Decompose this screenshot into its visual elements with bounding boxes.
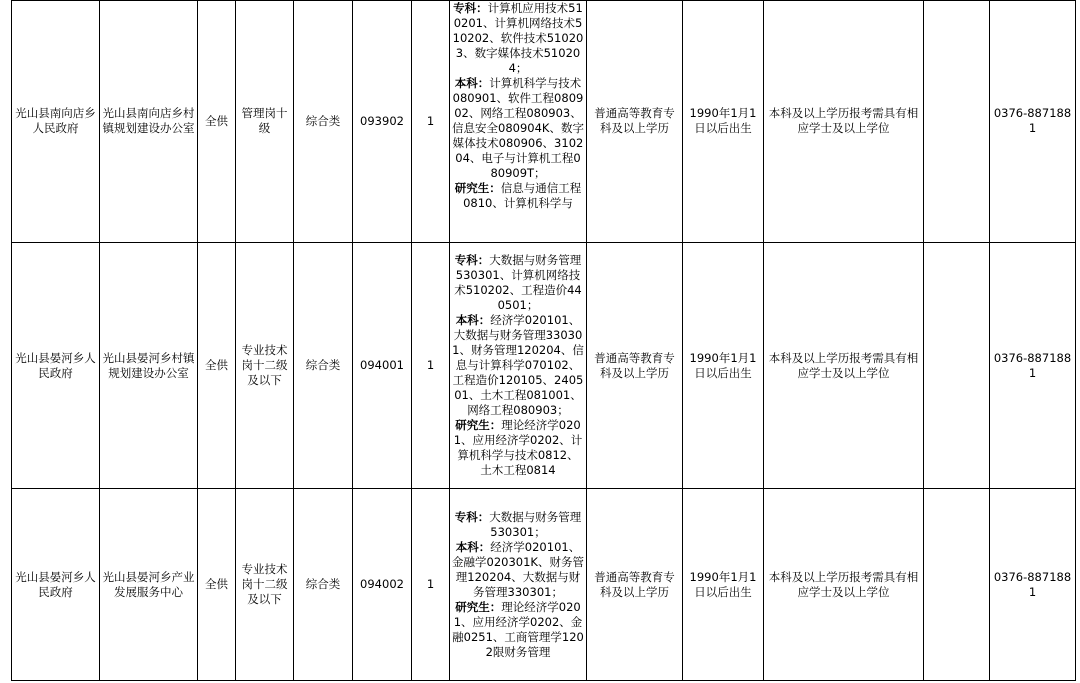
major-bachelor-text: 经济学020101、金融学020301K、财务管理120204、大数据与财务管理330301； xyxy=(452,539,584,599)
other-requirements-cell: 本科及以上学历报考需具有相应学士及以上学位 xyxy=(764,242,924,489)
major-bachelor-label: 本科： xyxy=(454,76,490,90)
other-requirements-cell: 本科及以上学历报考需具有相应学士及以上学位 xyxy=(764,489,924,681)
note-cell xyxy=(924,1,990,243)
employer-cell: 光山县晏河乡人民政府 xyxy=(12,242,100,489)
major-junior-text: 大数据与财务管理530301、计算机网络技术510202、工程造价440501； xyxy=(454,253,582,313)
major-bachelor-label: 本科： xyxy=(455,539,491,554)
major-requirements-cell xyxy=(450,242,587,489)
employer-cell: 光山县南向店乡人民政府 xyxy=(12,1,100,243)
table-row xyxy=(12,1,1076,243)
post-code-cell: 094001 xyxy=(353,242,412,489)
note-cell xyxy=(924,489,990,681)
note-cell xyxy=(924,242,990,489)
phone-cell: 0376-8871881 xyxy=(990,489,1076,681)
age-cell: 1990年1月1日以后出生 xyxy=(683,1,764,243)
post-category-cell: 综合类 xyxy=(294,242,353,489)
table-row xyxy=(12,489,1076,681)
major-graduate-text: 理论经济学0201、应用经济学0202、计算机科学与技术0812、土木工程0814 xyxy=(453,418,583,478)
major-graduate-label: 研究生： xyxy=(455,599,502,614)
other-requirements-cell: 本科及以上学历报考需具有相应学士及以上学位 xyxy=(764,1,924,243)
phone-cell: 0376-8871881 xyxy=(990,242,1076,489)
major-bachelor-label: 本科： xyxy=(455,313,491,328)
major-graduate-text: 信息与通信工程0810、计算机科学与 xyxy=(463,181,582,210)
funding-type-cell: 全供 xyxy=(198,1,236,243)
major-requirements-cell xyxy=(450,489,587,681)
major-graduate-label: 研究生： xyxy=(455,418,502,433)
post-level-cell: 专业技术岗十二级及以下 xyxy=(236,489,294,681)
unit-cell: 光山县晏河乡村镇规划建设办公室 xyxy=(100,242,198,489)
headcount-cell: 1 xyxy=(412,1,450,243)
education-cell: 普通高等教育专科及以上学历 xyxy=(587,242,683,489)
post-code-cell: 094002 xyxy=(353,489,412,681)
post-level-cell: 专业技术岗十二级及以下 xyxy=(236,242,294,489)
headcount-cell: 1 xyxy=(412,242,450,489)
major-junior-label: 专科： xyxy=(454,509,490,524)
major-graduate-text: 理论经济学0201、应用经济学0202、金融0251、工商管理学1202限财务管理 xyxy=(452,599,584,659)
employer-cell: 光山县晏河乡人民政府 xyxy=(12,489,100,681)
major-graduate-label: 研究生： xyxy=(454,181,501,195)
unit-cell: 光山县南向店乡村镇规划建设办公室 xyxy=(100,1,198,243)
major-junior-text: 大数据与财务管理530301； xyxy=(489,509,582,539)
major-bachelor-text: 计算机科学与技术080901、软件工程080902、网络工程080903、信息安全080904K、数字媒体技术080906、310204、电子与计算机工程080909T； xyxy=(452,76,584,180)
education-cell: 普通高等教育专科及以上学历 xyxy=(587,489,683,681)
major-junior-text: 计算机应用技术510201、计算机网络技术510202、软件技术510203、数字媒体技术510204； xyxy=(452,1,584,75)
funding-type-cell: 全供 xyxy=(198,242,236,489)
phone-cell: 0376-8871881 xyxy=(990,1,1076,243)
headcount-cell: 1 xyxy=(412,489,450,681)
post-category-cell: 综合类 xyxy=(294,1,353,243)
unit-cell: 光山县晏河乡产业发展服务中心 xyxy=(100,489,198,681)
funding-type-cell: 全供 xyxy=(198,489,236,681)
post-level-cell: 管理岗十级 xyxy=(236,1,294,243)
table-row xyxy=(12,242,1076,489)
major-requirements-cell xyxy=(450,1,587,243)
age-cell: 1990年1月1日以后出生 xyxy=(683,489,764,681)
post-code-cell: 093902 xyxy=(353,1,412,243)
education-cell: 普通高等教育专科及以上学历 xyxy=(587,1,683,243)
job-listing-table xyxy=(11,0,1076,681)
post-category-cell: 综合类 xyxy=(294,489,353,681)
major-junior-label: 专科： xyxy=(454,253,490,268)
major-bachelor-text: 经济学020101、大数据与财务管理330301、财务管理120204、信息与计算科学070102、工程造价120105、240501、土木工程081001、网络工程080903； xyxy=(452,313,584,418)
major-junior-label: 专科： xyxy=(453,1,488,15)
age-cell: 1990年1月1日以后出生 xyxy=(683,242,764,489)
